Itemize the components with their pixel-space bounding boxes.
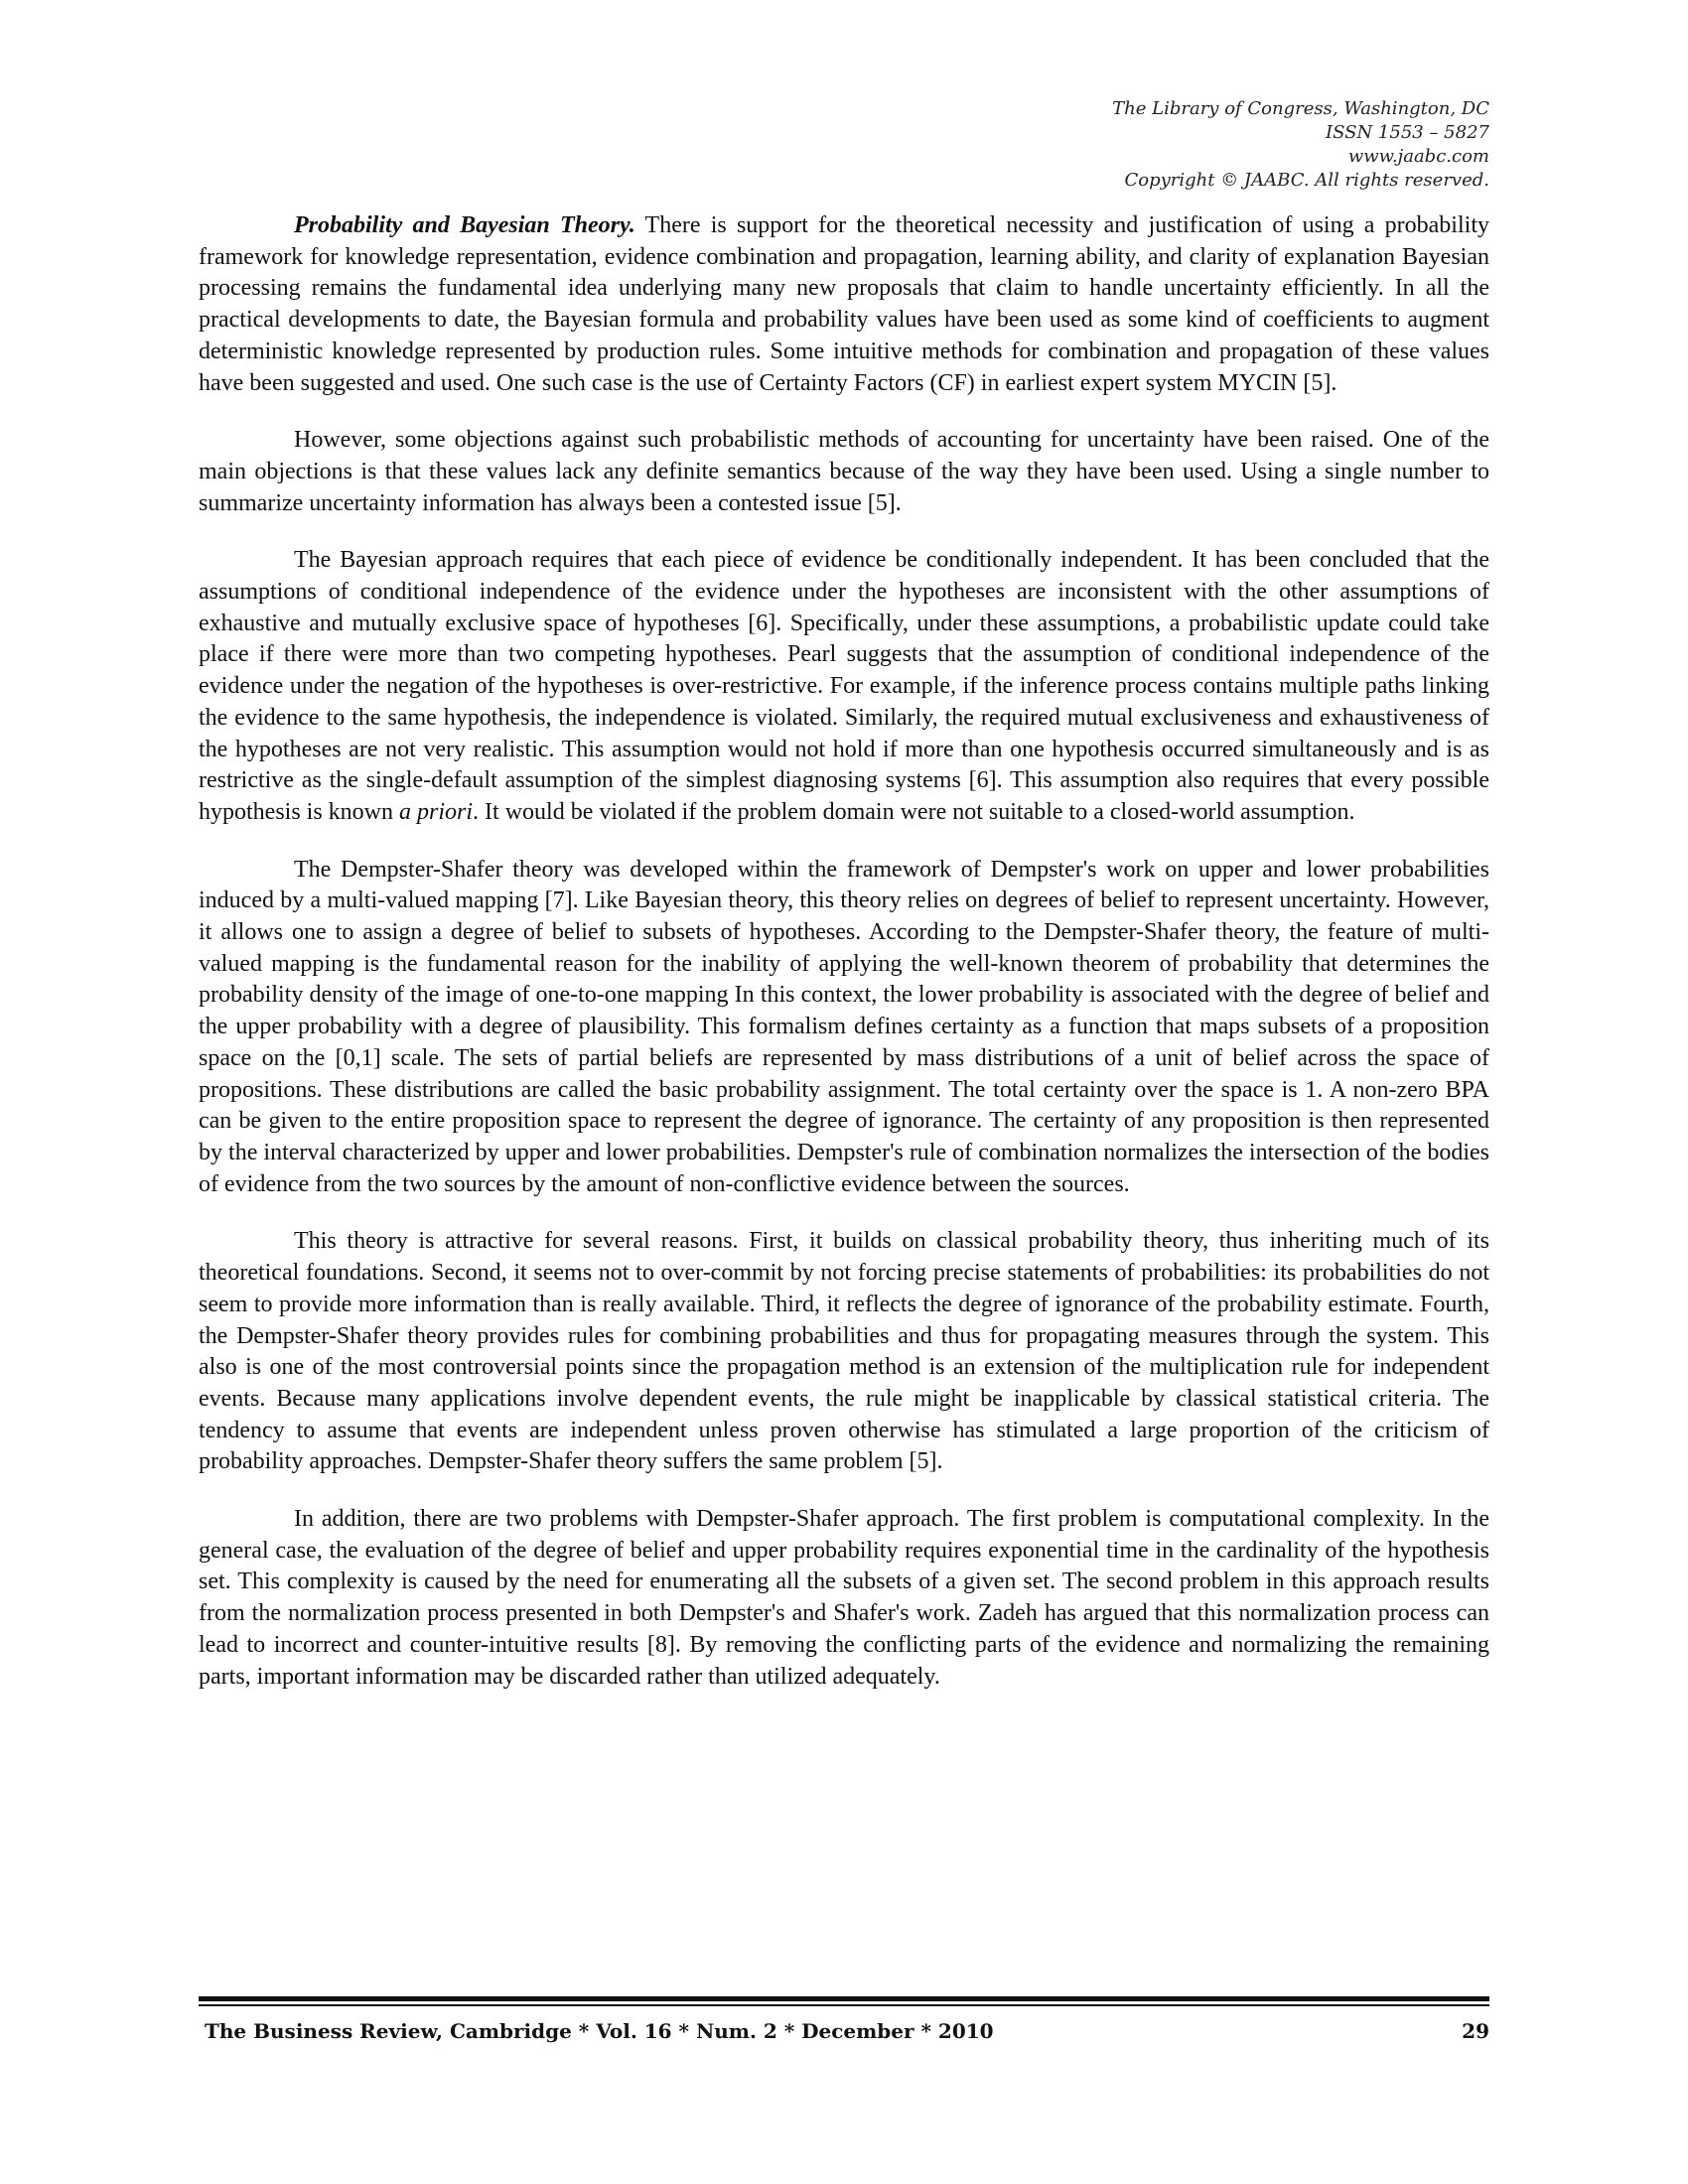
paragraph-bayesian-theory [199,210,1489,399]
footer-rule-thick [199,1996,1489,2001]
header-website-line: www.jaabc.com [1347,146,1489,167]
paragraph-text: There is support for the theoretical necessity and justification of using a probability framework for knowledge representation, evidence combination and propagation, learning ability, and clarity of explanation Bayesian processing remains the fundamental idea underlying many new proposals that claim to handle uncertainty efficiently. In all the practical developments to date, the Bayesian formula and probability values have been used as some kind of coefficients to augment deterministic knowledge represented by production rules. Some intuitive methods for combination and propagation of these values have been suggested and used. One such case is the use of Certainty Factors (CF) in earliest expert system MYCIN [5]. [199,212,1489,396]
paragraph-conditional-independence [199,545,1489,828]
article-body [199,210,1489,1718]
page-header [1112,97,1489,193]
paragraph-two-problems: In addition, there are two problems with Dempster-Shafer approach. The first problem is computational complexity. In the general case, the evaluation of the degree of belief and upper probability requires exponential time in the cardinality of the hypothesis set. This complexity is caused by the need for enumerating all the subsets of a given set. The second problem in this approach results from the normalization process presented in both Dempster's and Shafer's work. Zadeh has argued that this normalization process can lead to incorrect and counter-intuitive results [8]. By removing the conflicting parts of the evidence and normalizing the remaining parts, important information may be discarded rather than utilized adequately. [199,1506,1489,1690]
header-library-line: The Library of Congress, Washington, DC [1112,98,1489,119]
section-run-in-heading: Probability and Bayesian Theory. [294,212,635,238]
header-copyright-line: Copyright © JAABC. All rights reserved. [1124,170,1489,191]
paragraph-text: The Bayesian approach requires that each piece of evidence be conditionally independent. It has been concluded that the assumptions of conditional independence of the evidence under the hypotheses are inconsistent with the other assumptions of exhaustive and mutually exclusive space of hypotheses [6]. Specifically, under these assumptions, a probabilistic update could take place if there were more than two competing hypotheses. Pearl suggests that the assumption of conditional independence of the evidence under the negation of the hypotheses is over-restrictive. For example, if the inference process contains multiple paths linking the evidence to the same hypothesis, the independence is violated. Similarly, the required mutual exclusiveness and exhaustiveness of the hypotheses are not very realistic. This assumption would not hold if more than one hypothesis occurred simultaneously and is as restrictive as the single-default assumption of the simplest diagnosing systems [6]. This assumption also requires that every possible hypothesis is known [199,547,1489,825]
header-issn-line: ISSN 1553 – 5827 [1326,122,1489,143]
paragraph-dempster-shafer-theory: The Dempster-Shafer theory was developed within the framework of Dempster's work on upper and lower probabilities induced by a multi-valued mapping [7]. Like Bayesian theory, this theory relies on degrees of belief to represent uncertainty. However, it allows one to assign a degree of belief to subsets of hypotheses. According to the Dempster-Shafer theory, the feature of multi-valued mapping is the fundamental reason for the inability of applying the well-known theorem of probability that determines the probability density of the image of one-to-one mapping In this context, the lower probability is associated with the degree of belief and the upper probability with a degree of plausibility. This formalism defines certainty as a function that maps subsets of a proposition space on the [0,1] scale. The sets of partial beliefs are represented by mass distributions of a unit of belief across the space of propositions. These distributions are called the basic probability assignment. The total certainty over the space is 1. A non-zero BPA can be given to the entire proposition space to represent the degree of ignorance. The certainty of any proposition is then represented by the interval characterized by upper and lower probabilities. Dempster's rule of combination normalizes the intersection of the bodies of evidence from the two sources by the amount of non-conflictive evidence between the sources. [199,856,1489,1197]
footer-rule-thin [199,2004,1489,2006]
paragraph-objections: However, some objections against such probabilistic methods of accounting for uncertainty have been raised. One of the main objections is that these values lack any definite semantics because of the way they have been used. Using a single number to summarize uncertainty information has always been a contested issue [5]. [199,427,1489,516]
page-number: 29 [1462,2019,1489,2043]
footer-journal-citation: The Business Review, Cambridge * Vol. 16 * Num. 2 * December * 2010 [205,2019,994,2043]
paragraph-text-end: . It would be violated if the problem domain were not suitable to a closed-world assumption. [473,798,1355,825]
italic-term: a priori [399,798,474,825]
paragraph-attractive-reasons: This theory is attractive for several reasons. First, it builds on classical probability theory, thus inheriting much of its theoretical foundations. Second, it seems not to over-commit by not forcing precise statements of probabilities: its probabilities do not seem to provide more information than is really available. Third, it reflects the degree of ignorance of the probability estimate. Fourth, the Dempster-Shafer theory provides rules for combining probabilities and thus for propagating measures through the system. This also is one of the most controversial points since the propagation method is an extension of the multiplication rule for independent events. Because many applications involve dependent events, the rule might be inapplicable by classical statistical criteria. The tendency to assume that events are independent unless proven otherwise has stimulated a large proportion of the criticism of probability approaches. Dempster-Shafer theory suffers the same problem [5]. [199,1228,1489,1475]
